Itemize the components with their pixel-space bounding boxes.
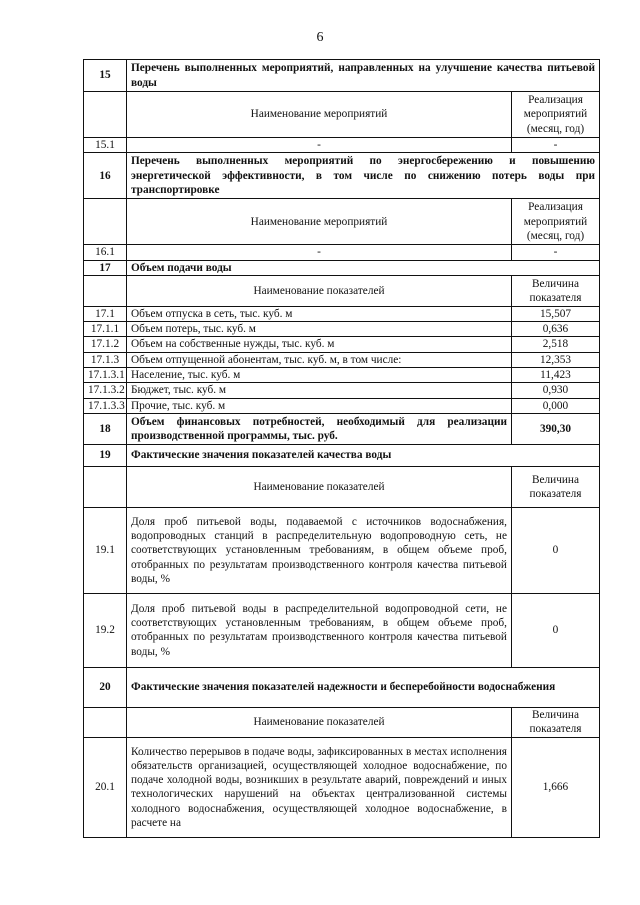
row-name: Население, тыс. куб. м [127,368,512,383]
empty-cell [84,466,127,507]
row-number: 17.1.2 [84,337,127,352]
row-number: 17.1.1 [84,322,127,337]
section-title: Объем подачи воды [127,260,600,275]
row-number: 15.1 [84,138,127,153]
row-number: 20.1 [84,737,127,837]
section-16-header-row [84,199,600,245]
section-15-header-row [84,92,600,138]
table-row [84,306,600,321]
row-number: 17.1.3.3 [84,398,127,413]
row-value: 0 [511,593,599,667]
table-row [84,138,600,153]
row-value: 11,423 [511,368,599,383]
column-header-name: Наименование показателей [127,466,512,507]
row-value: 15,507 [511,306,599,321]
table-row [84,383,600,398]
row-number: 17.1.3.1 [84,368,127,383]
column-header-name: Наименование показателей [127,275,512,306]
row-number: 19.1 [84,507,127,593]
column-header-value: Реализация мероприятий (месяц, год) [511,199,599,245]
column-header-name: Наименование мероприятий [127,92,512,138]
row-number: 17.1.3 [84,352,127,367]
column-header-name: Наименование мероприятий [127,199,512,245]
empty-cell [84,275,127,306]
row-number: 16.1 [84,245,127,260]
section-value: 390,30 [511,413,599,444]
table-row [84,593,600,667]
row-number: 17.1.3.2 [84,383,127,398]
row-name: - [127,245,512,260]
table-row [84,507,600,593]
section-number: 18 [84,413,127,444]
column-header-value: Величина показателя [511,466,599,507]
section-18-row [84,413,600,444]
column-header-value: Величина показателя [511,275,599,306]
section-19-header-row [84,466,600,507]
report-table [83,59,600,838]
row-value: - [511,138,599,153]
row-name: Объем на собственные нужды, тыс. куб. м [127,337,512,352]
row-number: 17.1 [84,306,127,321]
column-header-value: Величина показателя [511,707,599,737]
section-20-title-row [84,667,600,707]
row-value: 1,666 [511,737,599,837]
section-17-title-row [84,260,600,275]
row-number: 19.2 [84,593,127,667]
row-name: Доля проб питьевой воды, подаваемой с источников водоснабжения, водопроводных станций в распределительную водопроводную сеть, не соответствующих установленным требованиям, в общем объеме проб, отобранных по результатам производственного контроля качества питьевой воды, % [127,507,512,593]
section-number: 19 [84,444,127,466]
section-title: Перечень выполненных мероприятий по энергосбережению и повышению энергетической эффективности, в том числе по снижению потерь воды при транспортировке [127,153,600,199]
table-row [84,322,600,337]
empty-cell [84,92,127,138]
section-title: Объем финансовых потребностей, необходимый для реализации производственной программы, тыс. руб. [127,413,512,444]
row-value: 0,000 [511,398,599,413]
table-row [84,245,600,260]
section-title: Фактические значения показателей качества воды [127,444,600,466]
row-value: - [511,245,599,260]
row-name: Количество перерывов в подаче воды, зафиксированных в местах исполнения обязательств организацией, осуществляющей холодное водоснабжение, по подаче холодной воды, возникших в результате аварий, повреждений и иных технологических нарушений на объектах централизованной системы холодного водоснабжения, осуществляющей холодное водоснабжение, в расчете на [127,737,512,837]
table-row [84,337,600,352]
row-name: - [127,138,512,153]
section-16-title-row [84,153,600,199]
table-row [84,398,600,413]
table-row [84,737,600,837]
row-value: 0,930 [511,383,599,398]
row-value: 12,353 [511,352,599,367]
row-name: Бюджет, тыс. куб. м [127,383,512,398]
empty-cell [84,199,127,245]
row-name: Объем отпуска в сеть, тыс. куб. м [127,306,512,321]
section-title: Перечень выполненных мероприятий, направленных на улучшение качества питьевой воды [127,60,600,92]
table-row [84,368,600,383]
table-row [84,352,600,367]
section-number: 16 [84,153,127,199]
page-number: 6 [316,30,324,45]
section-17-header-row [84,275,600,306]
row-value: 2,518 [511,337,599,352]
row-value: 0 [511,507,599,593]
section-number: 17 [84,260,127,275]
section-20-header-row [84,707,600,737]
section-number: 20 [84,667,127,707]
row-name: Объем отпущенной абонентам, тыс. куб. м, в том числе: [127,352,512,367]
column-header-name: Наименование показателей [127,707,512,737]
row-name: Доля проб питьевой воды в распределительной водопроводной сети, не соответствующих установленным требованиям, в общем объеме проб, отобранных по результатам производственного контроля качества питьевой воды, % [127,593,512,667]
section-number: 15 [84,60,127,92]
row-value: 0,636 [511,322,599,337]
section-title: Фактические значения показателей надежности и бесперебойности водоснабжения [127,667,600,707]
section-15-title-row [84,60,600,92]
row-name: Прочие, тыс. куб. м [127,398,512,413]
section-19-title-row [84,444,600,466]
row-name: Объем потерь, тыс. куб. м [127,322,512,337]
empty-cell [84,707,127,737]
column-header-value: Реализация мероприятий (месяц, год) [511,92,599,138]
